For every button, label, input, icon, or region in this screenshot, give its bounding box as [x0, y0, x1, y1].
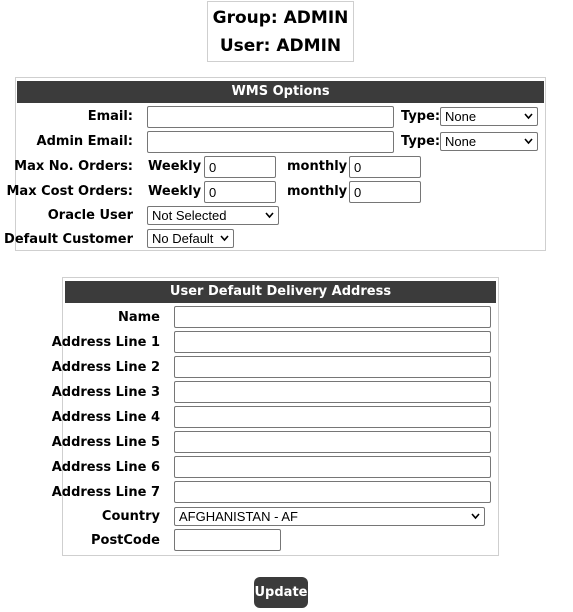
- oracle-user-value: Not Selected: [152, 208, 227, 223]
- admin-email-label: Admin Email:: [36, 134, 133, 149]
- address-line-3-label: Address Line 3: [51, 385, 160, 400]
- address-line-6-label: Address Line 6: [51, 460, 160, 475]
- default-customer-select[interactable]: [147, 229, 234, 248]
- update-button[interactable]: Update: [254, 577, 308, 608]
- admin-email-type-select[interactable]: [440, 132, 538, 151]
- address-line-4-label: Address Line 4: [51, 410, 160, 425]
- postcode-input[interactable]: [174, 529, 281, 551]
- group-user-header: [207, 1, 354, 62]
- max-cost-weekly-label: Weekly: [148, 184, 202, 199]
- address-line-1-input[interactable]: [174, 331, 491, 353]
- address-line-3-input[interactable]: [174, 381, 491, 403]
- max-orders-label: Max No. Orders:: [14, 159, 133, 174]
- oracle-user-label: Oracle User: [47, 208, 133, 223]
- address-line-5-label: Address Line 5: [51, 435, 160, 450]
- address-line-2-input[interactable]: [174, 356, 491, 378]
- group-label: Group: ADMIN: [212, 8, 349, 28]
- name-label: Name: [117, 310, 160, 325]
- admin-email-type-value: None: [445, 134, 477, 149]
- max-orders-weekly-input[interactable]: [204, 156, 276, 178]
- max-orders-monthly-label: monthly: [287, 159, 348, 174]
- email-type-select[interactable]: [440, 107, 538, 126]
- wms-options-title: WMS Options: [17, 81, 544, 103]
- max-orders-monthly-input[interactable]: [349, 156, 421, 178]
- address-line-7-input[interactable]: [174, 481, 491, 503]
- postcode-label: PostCode: [90, 533, 160, 548]
- name-input[interactable]: [174, 306, 491, 328]
- chevron-down-icon: [524, 113, 533, 120]
- default-customer-value: No Default: [152, 231, 214, 246]
- email-type-value: None: [445, 109, 477, 124]
- country-select[interactable]: [174, 507, 485, 526]
- country-label: Country: [101, 509, 160, 524]
- default-customer-label: Default Customer: [4, 232, 133, 247]
- country-value: AFGHANISTAN - AF: [179, 509, 298, 524]
- admin-email-field[interactable]: [147, 131, 394, 153]
- chevron-down-icon: [265, 212, 274, 219]
- max-cost-monthly-input[interactable]: [349, 181, 421, 203]
- address-line-4-input[interactable]: [174, 406, 491, 428]
- max-cost-label: Max Cost Orders:: [6, 184, 133, 199]
- address-line-5-input[interactable]: [174, 431, 491, 453]
- address-line-7-label: Address Line 7: [51, 485, 160, 500]
- delivery-address-title: User Default Delivery Address: [65, 281, 496, 303]
- oracle-user-select[interactable]: [147, 206, 279, 225]
- max-orders-weekly-label: Weekly: [148, 159, 202, 174]
- email-type-label: Type:: [401, 109, 441, 124]
- email-field[interactable]: [147, 106, 394, 128]
- email-label: Email:: [87, 109, 133, 124]
- admin-email-type-label: Type:: [401, 134, 441, 149]
- chevron-down-icon: [220, 235, 229, 242]
- max-cost-monthly-label: monthly: [287, 184, 348, 199]
- address-line-1-label: Address Line 1: [51, 335, 160, 350]
- address-line-6-input[interactable]: [174, 456, 491, 478]
- user-label: User: ADMIN: [219, 36, 342, 56]
- address-line-2-label: Address Line 2: [51, 360, 160, 375]
- chevron-down-icon: [471, 513, 480, 520]
- chevron-down-icon: [524, 138, 533, 145]
- max-cost-weekly-input[interactable]: [204, 181, 276, 203]
